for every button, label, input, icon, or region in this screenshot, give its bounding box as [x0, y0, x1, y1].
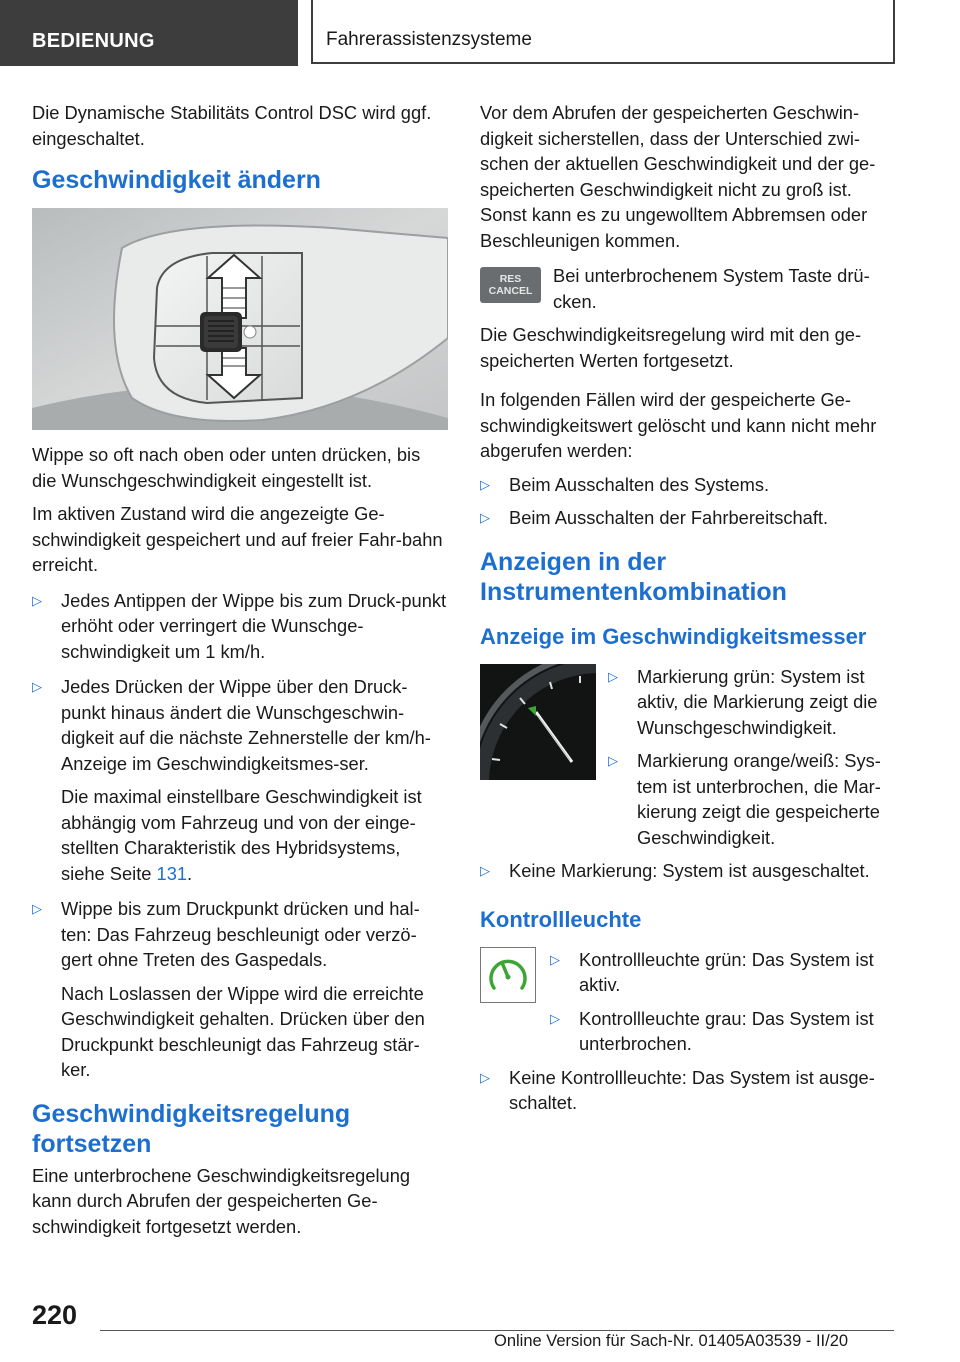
heading-geschwindigkeitsregelung-fortsetzen: Geschwindigkeitsregelung fortsetzen [32, 1099, 351, 1158]
list-item-text: Keine Markierung: System ist ausgeschaltet. [509, 860, 870, 881]
para-aktiver-zustand: Im aktiven Zustand wird die angezeigte Ge-schwindigkeit gespeichert und auf freier Fahr-bahn erreicht. [32, 503, 443, 575]
intro-text: Die Dynamische Stabilitäts Control DSC wird ggf. eingeschaltet. [32, 102, 432, 149]
page-header [0, 0, 960, 66]
list-item-text: Markierung orange/weiß: Sys-tem ist unterbrochen, die Mar-kierung zeigt die gespeicherte Geschwindigkeit. [637, 750, 881, 848]
no-indicator-bullet-list [480, 1065, 896, 1116]
list-item-text: Kontrollleuchte grau: Das System ist unterbrochen. [579, 1007, 874, 1054]
triangle-bullet-icon: ▷ [608, 668, 618, 684]
heading-geschwindigkeit-aendern: Geschwindigkeit ändern [32, 166, 321, 194]
triangle-bullet-icon: ▷ [480, 1069, 490, 1085]
speedometer-green-icon [481, 948, 535, 1002]
list-item [32, 896, 448, 1083]
triangle-bullet-icon: ▷ [32, 592, 42, 608]
deletion-bullet-list [480, 472, 896, 531]
res-cancel-text: Bei unterbrochenem System Taste drü-cken. [553, 265, 870, 312]
left-column [32, 100, 448, 1247]
marking-bullet-list [480, 858, 896, 884]
footer-version-text: Online Version für Sach-Nr. 01405A03539 - II/20 [494, 1332, 849, 1350]
heading-kontrollleuchte: Kontrollleuchte [480, 906, 642, 932]
right-column [480, 100, 896, 1124]
section-tab: BEDIENUNG [0, 0, 298, 66]
res-cancel-row [480, 263, 896, 322]
triangle-bullet-icon: ▷ [550, 951, 560, 967]
list-item-text: Beim Ausschalten der Fahrbereitschaft. [509, 507, 829, 528]
triangle-bullet-icon: ▷ [608, 753, 618, 768]
list-item [480, 858, 896, 884]
triangle-bullet-icon: ▷ [32, 901, 42, 916]
list-item-text: Jedes Antippen der Wippe bis zum Druck-punkt erhöht oder verringert die Wunschge-schwindigkeit um 1 km/h. [61, 589, 447, 662]
indicator-bullet-list [550, 947, 896, 1065]
list-item-text: Wippe bis zum Druckpunkt drücken und hal-ten: Das Fahrzeug beschleunigt oder verzö-gert ohne Treten des Gaspedals. [61, 898, 420, 970]
list-item [608, 748, 896, 850]
heading-anzeigen-instrumentenkombination: Anzeigen in der Instrumentenkombination [480, 547, 787, 606]
indicator-row [480, 947, 896, 1065]
chapter-title: Fahrerassistenzsysteme [311, 0, 895, 64]
list-item [480, 472, 896, 498]
triangle-bullet-icon: ▷ [480, 510, 490, 525]
list-item-text: Kontrollleuchte grün: Das System ist aktiv. [579, 948, 874, 995]
list-item-text: Keine Kontrollleuchte: Das System ist ausge-schaltet. [509, 1066, 875, 1113]
page-number: 220 [32, 1300, 78, 1330]
res-cancel-button-icon: RES CANCEL [480, 267, 541, 303]
heading-anzeige-geschwindigkeitsmesser: Anzeige im Geschwindigkeitsmesser [480, 623, 867, 649]
triangle-bullet-icon: ▷ [480, 863, 490, 878]
list-item [480, 505, 896, 531]
list-item [608, 664, 896, 741]
list-item [550, 947, 896, 998]
steering-wheel-rocker-image [32, 208, 448, 430]
list-item [550, 1006, 896, 1057]
steering-wheel-illustration [32, 208, 448, 430]
para-fortsetzen: Eine unterbrochene Geschwindigkeitsregelung kann durch Abrufen der gespeicherten Ge-schwindigkeit fortgesetzt werden. [32, 1164, 411, 1237]
footer-divider [100, 1330, 894, 1331]
list-item [32, 674, 448, 886]
cruise-control-indicator-icon [480, 947, 536, 1003]
list-item-text: Markierung grün: System ist aktiv, die Markierung zeigt die Wunschgeschwindigkeit. [637, 665, 878, 738]
para-vor-abrufen: Vor dem Abrufen der gespeicherten Geschwin-digkeit sicherstellen, dass der Unterschied zwi-schen der aktuellen Geschwindigkeit und der ge-speicherten Geschwindigkeit nicht zu groß ist. Sonst kann es zu ungewolltem Abbremsen oder Beschleunigen kommen. [480, 102, 876, 251]
list-item [32, 588, 448, 665]
para-folgende-faelle: In folgenden Fällen wird der gespeicherte Ge-schwindigkeitswert gelöscht und kann nicht mehr abgerufen werden: [480, 389, 877, 461]
speedometer-illustration [480, 664, 596, 780]
list-item-text: Jedes Drücken der Wippe über den Druck-punkt hinaus ändert die Wunschgeschwin-digkeit auf die nächste Zehnerstelle der km/h-Anzeige im Geschwindigkeitsmes-ser. [61, 676, 431, 774]
list-item-text: Beim Ausschalten des Systems. [509, 473, 770, 495]
triangle-bullet-icon: ▷ [32, 679, 42, 694]
speedometer-image [480, 664, 596, 780]
list-item-subtext: Nach Loslassen der Wippe wird die erreichte Geschwindigkeit gehalten. Drücken über den Druckpunkt beschleunigt das Fahrzeug stär-ker. [61, 982, 425, 1080]
triangle-bullet-icon: ▷ [480, 476, 490, 492]
list-item [480, 1065, 896, 1116]
speedometer-bullet-list [608, 664, 896, 859]
rocker-bullet-list [32, 588, 448, 1083]
para-wippe: Wippe so oft nach oben oder unten drücken, bis die Wunschgeschwindigkeit eingestellt ist. [32, 444, 421, 491]
speedometer-row [480, 664, 896, 859]
para-werte-fortgesetzt: Die Geschwindigkeitsregelung wird mit den ge-speicherten Werten fortgesetzt. [480, 324, 862, 371]
page-reference-link[interactable]: 131 [156, 862, 188, 884]
triangle-bullet-icon: ▷ [550, 1010, 560, 1026]
list-item-subtext: Die maximal einstellbare Geschwindigkeit ist abhängig vom Fahrzeug und von der einge-stellten Charakteristik des Hybridsystems, siehe Seite 131. [61, 786, 422, 884]
